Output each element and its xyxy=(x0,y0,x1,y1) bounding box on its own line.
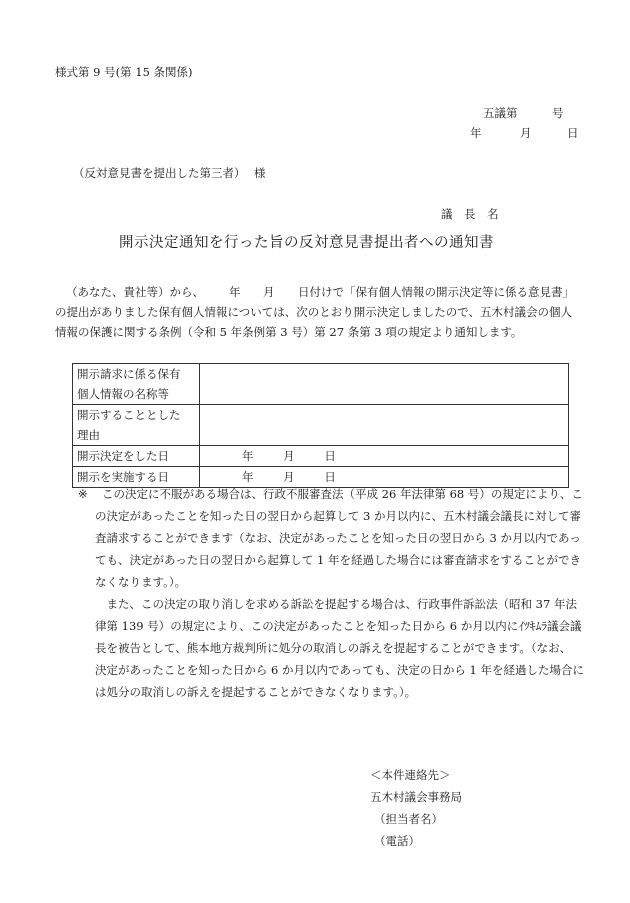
document-title: 開示決定通知を行った旨の反対意見書提出者への通知書 xyxy=(119,235,494,251)
note-mark: ※ xyxy=(78,487,88,501)
table-label: 開示することとした 理由 xyxy=(73,405,200,446)
table-label: 開示請求に係る保有 個人情報の名称等 xyxy=(73,364,200,405)
table-label: 開示決定をした日 xyxy=(73,446,200,467)
table-date-value: 年 月 日 xyxy=(200,446,569,467)
table-label: 開示を実施する日 xyxy=(73,467,200,488)
sender-name: 議 長 名 xyxy=(441,207,499,221)
contact-header: ＜本件連絡先＞ xyxy=(370,768,451,782)
table-row xyxy=(73,364,569,405)
addressee-honorific: 様 xyxy=(254,166,266,180)
table-date-value: 年 月 日 xyxy=(200,467,569,488)
table-row xyxy=(73,446,569,467)
form-number: 様式第 9 号(第 15 条関係) xyxy=(55,65,193,79)
addressee: （反対意見書を提出した第三者） xyxy=(73,166,246,180)
document-number: 五議第 号 xyxy=(483,106,564,120)
table-value xyxy=(200,405,569,446)
contact-phone: （電話） xyxy=(374,834,420,848)
contact-person: （担当者名） xyxy=(374,812,443,826)
contact-office: 五木村議会事務局 xyxy=(370,790,462,804)
table-row xyxy=(73,405,569,446)
disclosure-info-table xyxy=(72,363,569,488)
table-row xyxy=(73,467,569,488)
table-value xyxy=(200,364,569,405)
